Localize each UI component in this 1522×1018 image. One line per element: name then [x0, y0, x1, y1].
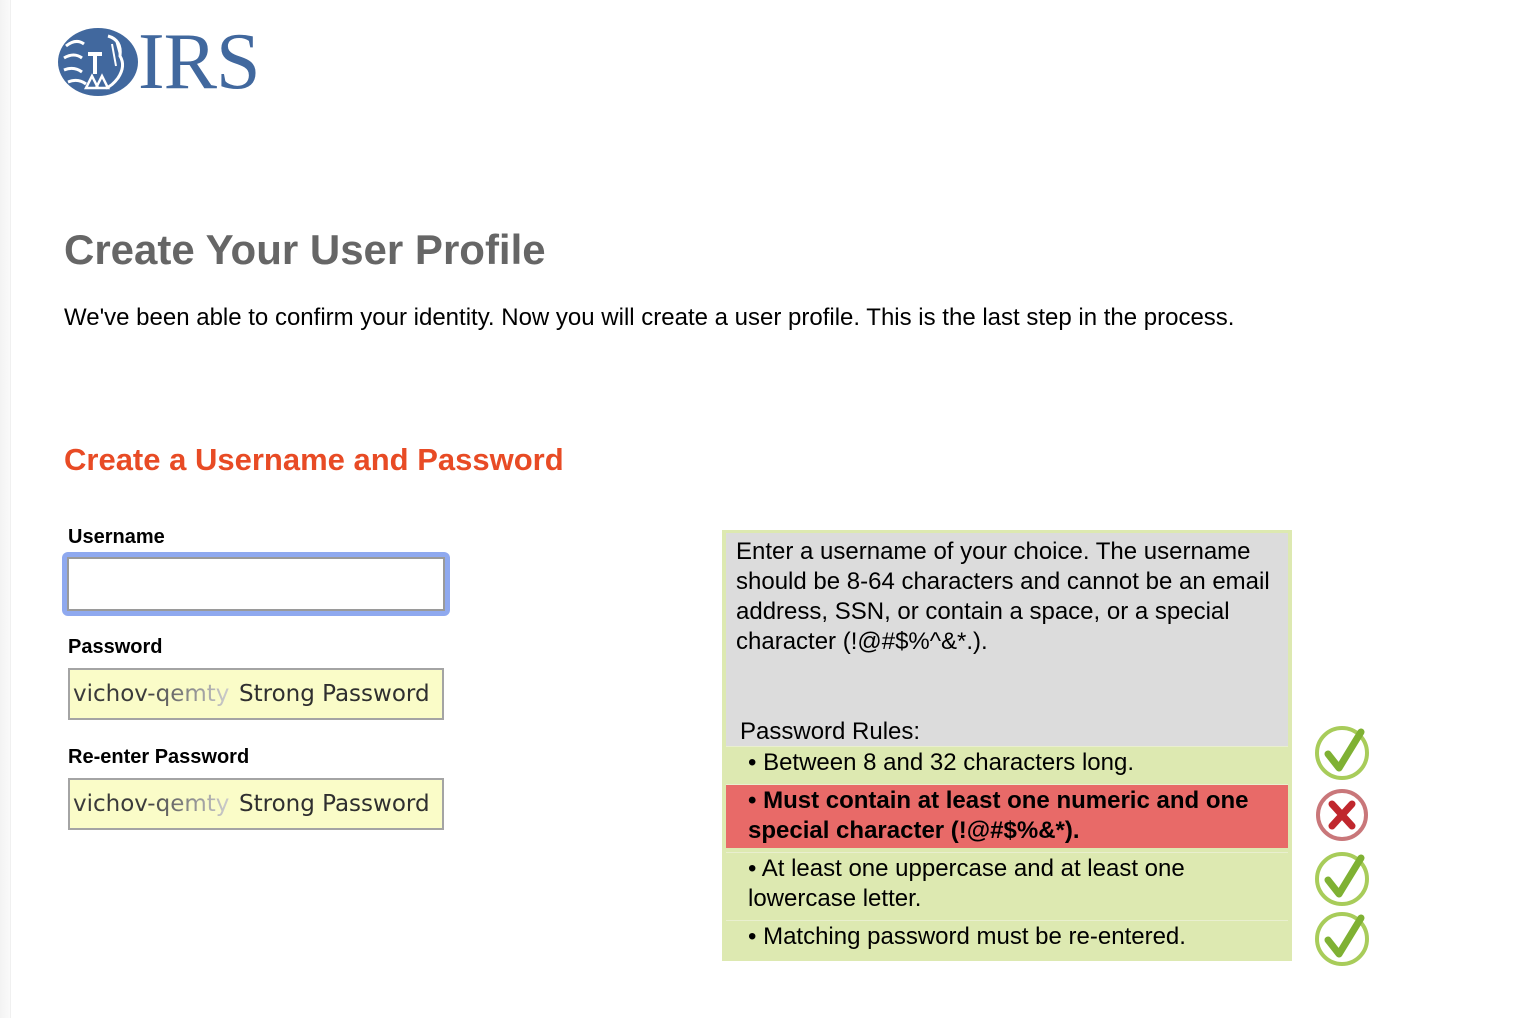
section-title: Create a Username and Password	[64, 442, 564, 477]
check-icon	[1313, 850, 1371, 908]
password-strength-label: Strong Password	[239, 681, 430, 707]
irs-eagle-icon	[56, 26, 140, 98]
password-rule-length: • Between 8 and 32 characters long.	[726, 746, 1288, 780]
reenter-password-value: vichov-qemty	[70, 791, 233, 817]
help-username-box	[726, 533, 1288, 746]
username-focus-ring	[62, 552, 450, 616]
reenter-password-input[interactable]	[68, 778, 444, 830]
username-label: Username	[68, 526, 165, 548]
page-left-edge	[0, 0, 11, 1018]
irs-logo-text: IRS	[138, 18, 260, 106]
help-panel	[722, 530, 1292, 961]
password-label: Password	[68, 636, 163, 658]
password-rule-match: • Matching password must be re-entered.	[726, 920, 1288, 956]
password-rules-heading: Password Rules:	[740, 718, 921, 745]
x-icon	[1313, 786, 1371, 844]
irs-logo[interactable]	[56, 18, 271, 106]
password-rule-case: • At least one uppercase and at least one lowercase letter.	[726, 852, 1288, 916]
reenter-password-strength-label: Strong Password	[239, 791, 430, 817]
username-input[interactable]	[67, 557, 445, 611]
page-title: Create Your User Profile	[64, 226, 546, 273]
check-icon	[1313, 910, 1371, 968]
intro-text: We've been able to confirm your identity. Now you will create a user profile. This is the last step in the process.	[64, 304, 1235, 331]
password-rule-numeric-special: • Must contain at least one numeric and one special character (!@#$%&*).	[726, 784, 1288, 848]
reenter-password-label: Re-enter Password	[68, 746, 250, 768]
check-icon	[1313, 724, 1371, 782]
username-help-text: Enter a username of your choice. The username should be 8-64 characters and cannot be an email address, SSN, or contain a space, or a special character (!@#$%^&*.).	[736, 538, 1270, 655]
password-value: vichov-qemty	[70, 681, 233, 707]
password-input[interactable]	[68, 668, 444, 720]
